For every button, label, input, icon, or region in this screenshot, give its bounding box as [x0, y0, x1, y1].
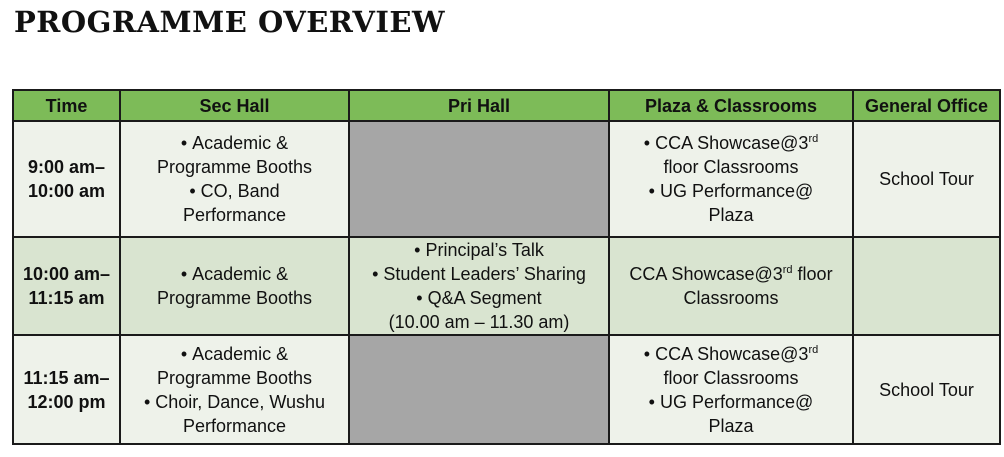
- bullet-item-cont: floor Classrooms: [663, 157, 799, 177]
- header-time: Time: [13, 90, 120, 121]
- header-sec-hall: Sec Hall: [120, 90, 349, 121]
- plaza-cell: [609, 237, 853, 335]
- pri-hall-cell: [349, 237, 609, 335]
- general-office-cell: [853, 335, 1000, 444]
- bullet-item: • CCA Showcase@3rd: [614, 342, 848, 366]
- bullet-item-cont: Programme Booths: [156, 367, 313, 388]
- bullet-item-cont: Programme Booths: [156, 288, 313, 308]
- bullet-item: • CO, Band: [125, 179, 344, 203]
- time-line: 11:15 am: [28, 288, 105, 308]
- bullet-item-cont: floor Classrooms: [663, 367, 799, 388]
- plaza-text: CCA Showcase@3rd floor: [629, 264, 833, 284]
- time-cell: [13, 121, 120, 237]
- sec-hall-cell: [120, 121, 349, 237]
- page-title: PROGRAMME OVERVIEW: [14, 5, 446, 39]
- plaza-text-cont: Classrooms: [683, 288, 779, 308]
- sec-hall-cell: [120, 237, 349, 335]
- time-line: 10:00 am–: [22, 264, 111, 284]
- header-plaza-classrooms: Plaza & Classrooms: [609, 90, 853, 121]
- bullet-item: • Choir, Dance, Wushu: [125, 390, 344, 414]
- time-cell: [13, 237, 120, 335]
- office-text: School Tour: [879, 379, 974, 400]
- pri-hall-cell-empty: [349, 335, 609, 444]
- bullet-item: • Academic &: [125, 342, 344, 366]
- office-text: School Tour: [879, 169, 974, 189]
- programme-table: [12, 89, 1001, 445]
- bullet-item: • UG Performance@: [614, 390, 848, 414]
- time-line: 12:00 pm: [27, 391, 106, 412]
- bullet-item: • UG Performance@: [614, 179, 848, 203]
- header-general-office: General Office: [853, 90, 1000, 121]
- bullet-item-cont: Plaza: [708, 415, 754, 436]
- bullet-item: • Academic &: [125, 131, 344, 155]
- plaza-cell: [609, 121, 853, 237]
- time-line: 9:00 am–: [27, 157, 106, 177]
- time-cell: [13, 335, 120, 444]
- table-row: [13, 335, 1000, 444]
- bullet-item: • Student Leaders’ Sharing: [354, 262, 604, 286]
- bullet-item-cont: Performance: [182, 415, 287, 436]
- time-line: 11:15 am–: [23, 367, 110, 388]
- time-note: (10.00 am – 11.30 am): [388, 312, 570, 332]
- time-line: 10:00 am: [27, 181, 106, 201]
- bullet-item: • Q&A Segment: [354, 286, 604, 310]
- plaza-cell: [609, 335, 853, 444]
- general-office-cell-empty: [853, 237, 1000, 335]
- bullet-item: • CCA Showcase@3rd: [614, 131, 848, 155]
- bullet-item-cont: Plaza: [708, 205, 754, 225]
- bullet-item-cont: Performance: [182, 205, 287, 225]
- general-office-cell: [853, 121, 1000, 237]
- header-row: [13, 90, 1000, 121]
- bullet-item: • Academic &: [125, 262, 344, 286]
- bullet-item-cont: Programme Booths: [156, 157, 313, 177]
- table-row: [13, 121, 1000, 237]
- header-pri-hall: Pri Hall: [349, 90, 609, 121]
- table-row: [13, 237, 1000, 335]
- sec-hall-cell: [120, 335, 349, 444]
- pri-hall-cell-empty: [349, 121, 609, 237]
- bullet-item: • Principal’s Talk: [354, 238, 604, 262]
